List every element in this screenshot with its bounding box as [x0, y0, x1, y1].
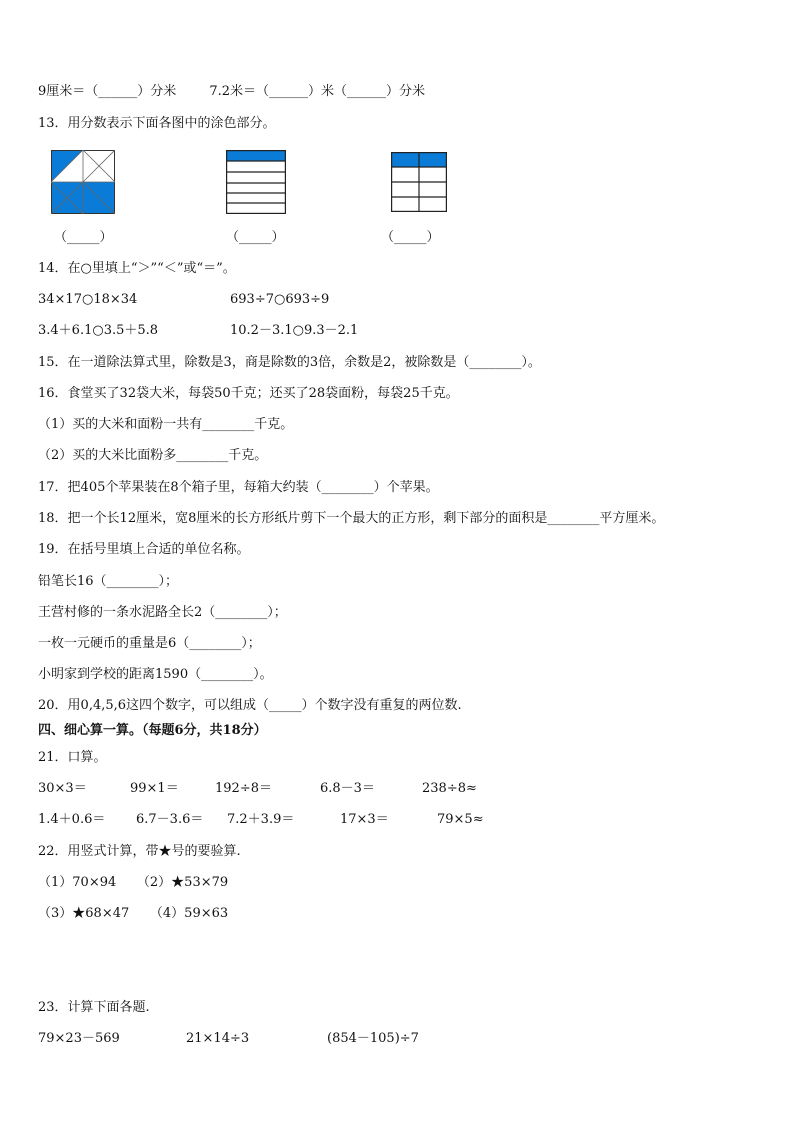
q14-item-1: 34×17○18×34 — [38, 292, 138, 307]
line-9cm: 9厘米＝（______）分米 7.2米＝（______）米（______）分米 — [38, 84, 426, 99]
q22-row-2: （3）★68×47 （4）59×63 — [38, 906, 229, 921]
q21-d: 6.8－3＝ — [320, 781, 375, 796]
q23-c: (854－105)÷7 — [327, 1031, 419, 1046]
q19-item-4: 小明家到学校的距离1590（________）。 — [38, 667, 273, 682]
q19-item-2: 王营村修的一条水泥路全长2（________）； — [38, 605, 287, 620]
q21: 21．口算。 — [38, 750, 107, 765]
figure-2-rows — [226, 150, 286, 214]
q21-i: 17×3＝ — [340, 812, 389, 827]
q20: 20．用0,4,5,6这四个数字，可以组成（_____）个数字没有重复的两位数. — [38, 698, 462, 713]
q14-title: 14．在○里填上“＞”“＜”或“＝”。 — [38, 261, 236, 276]
q21-f: 1.4＋0.6＝ — [38, 812, 106, 827]
q13-title: 13．用分数表示下面各图中的涂色部分。 — [38, 116, 276, 131]
section-4-heading: 四、细心算一算。（每题6分，共18分） — [38, 723, 267, 738]
q21-b: 99×1＝ — [130, 781, 179, 796]
q17: 17．把405个苹果装在8个箱子里，每箱大约装（________）个苹果。 — [38, 480, 439, 495]
q21-e: 238÷8≈ — [422, 781, 477, 796]
q21-c: 192÷8＝ — [215, 781, 272, 796]
q16: 16．食堂买了32袋大米，每袋50千克；还买了28袋面粉，每袋25千克。 — [38, 386, 459, 401]
q14-item-4: 10.2－3.1○9.3－2.1 — [230, 323, 359, 338]
q14-item-3: 3.4＋6.1○3.5＋5.8 — [38, 323, 159, 338]
q21-g: 6.7－3.6＝ — [136, 812, 204, 827]
q23-a: 79×23－569 — [38, 1031, 120, 1046]
q21-h: 7.2＋3.9＝ — [227, 812, 295, 827]
q19-item-3: 一枚一元硬币的重量是6（________）； — [38, 636, 261, 651]
q23-b: 21×14÷3 — [186, 1031, 250, 1046]
q23: 23．计算下面各题. — [38, 1000, 150, 1015]
q14-item-2: 693÷7○693÷9 — [230, 292, 330, 307]
figure-1-square — [51, 150, 115, 214]
q19-item-1: 铅笔长16（________）； — [38, 574, 179, 589]
q21-a: 30×3＝ — [38, 781, 87, 796]
q15: 15．在一道除法算式里，除数是3，商是除数的3倍，余数是2，被除数是（________）。 — [38, 355, 541, 370]
q21-j: 79×5≈ — [437, 812, 484, 827]
figure-3-grid — [391, 152, 447, 212]
answer-blank-fig2: （_____） — [226, 230, 285, 245]
q16-part1: （1）买的大米和面粉一共有________千克。 — [38, 417, 294, 432]
q19: 19．在括号里填上合适的单位名称。 — [38, 542, 250, 557]
q22: 22．用竖式计算，带★号的要验算. — [38, 844, 241, 859]
answer-blank-fig3: （_____） — [381, 230, 440, 245]
q22-row-1: （1）70×94 （2）★53×79 — [38, 875, 229, 890]
q16-part2: （2）买的大米比面粉多________千克。 — [38, 448, 268, 463]
q18: 18．把一个长12厘米，宽8厘米的长方形纸片剪下一个最大的正方形，剩下部分的面积是________平方厘米。 — [38, 511, 665, 526]
answer-blank-fig1: （_____） — [54, 230, 113, 245]
